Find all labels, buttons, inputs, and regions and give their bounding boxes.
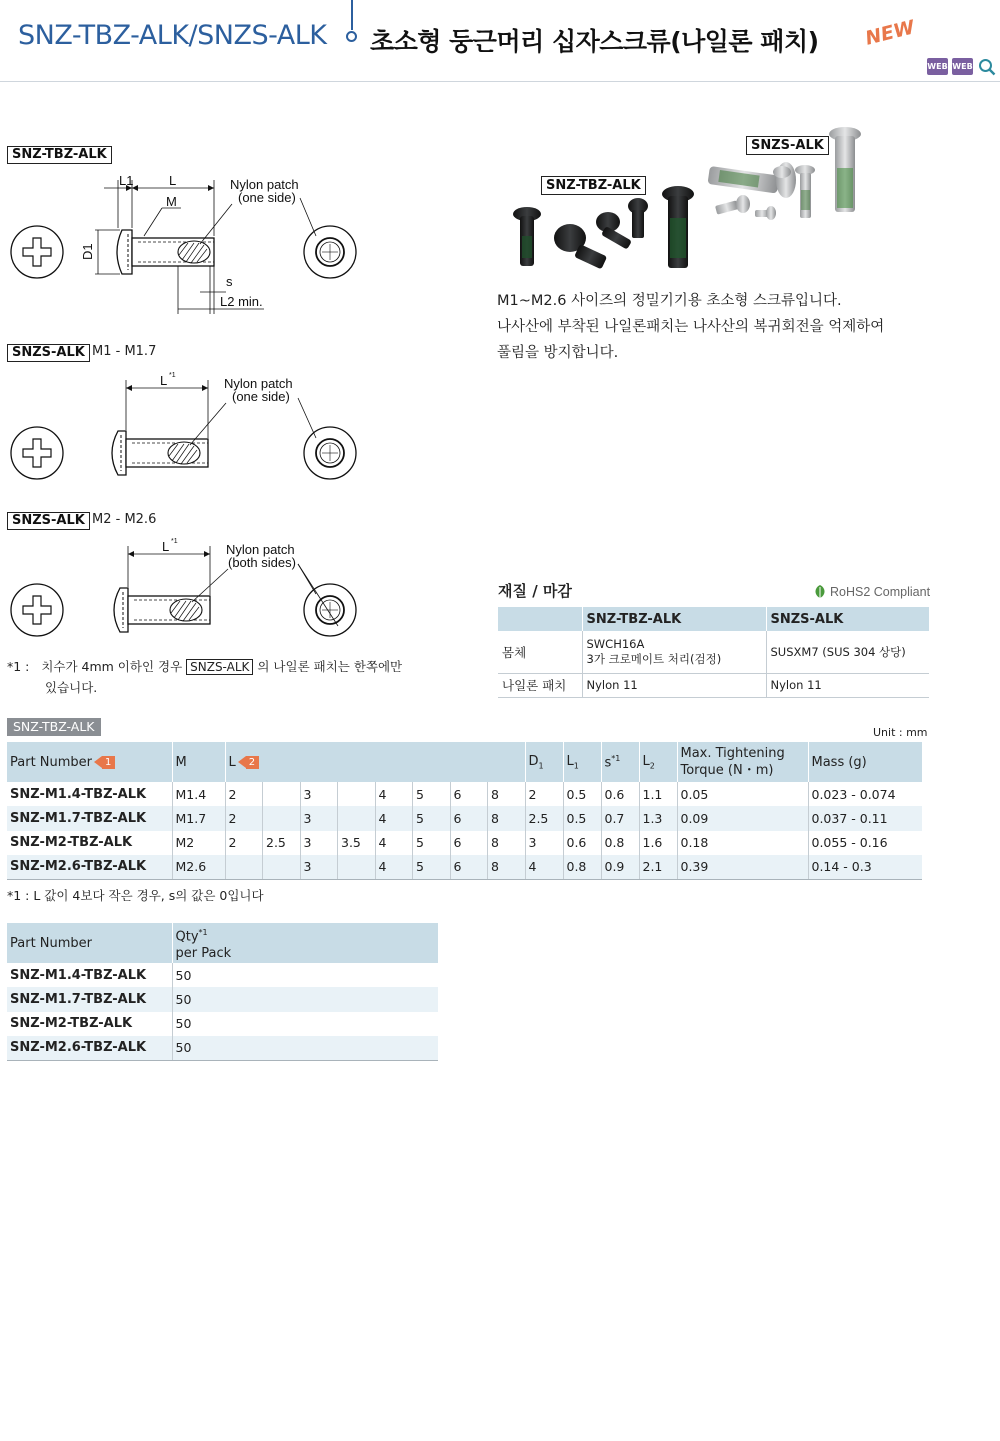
dim-L: L (169, 173, 177, 188)
table-row (7, 1012, 438, 1036)
d1-cell: 2 (525, 782, 563, 806)
material-value-2: SUSXM7 (SUS 304 상당) (766, 631, 929, 673)
description-line-1: M1~M2.6 사이즈의 정밀기기용 초소형 스크류입니다. (497, 293, 842, 309)
web-button-2[interactable]: WEB (952, 58, 973, 75)
l-cell: 4 (375, 782, 413, 806)
material-row-name-2: 나일론 패치 (498, 673, 582, 697)
diagram2-label: SNZS-ALK (7, 344, 90, 362)
table-row (7, 806, 922, 830)
l-cell: 5 (413, 782, 451, 806)
pack-part-number-cell: SNZ-M1.4-TBZ-ALK (10, 967, 147, 983)
l-cell: 6 (450, 831, 488, 855)
footnote-box: SNZS-ALK (186, 659, 253, 675)
l-cell (338, 782, 376, 806)
product-photo (500, 118, 940, 283)
header-part-number: Part Number 1 (7, 742, 172, 782)
s-cell: 0.6 (601, 782, 639, 806)
pack-qty-cell: 50 (172, 987, 438, 1011)
l2-cell: 1.6 (639, 831, 677, 855)
tag-2: 2 (246, 756, 259, 769)
tag-1: 1 (102, 756, 115, 769)
dim-s: s (226, 274, 233, 289)
header-l2: $L_2$ (639, 742, 677, 782)
leaf-icon (813, 584, 827, 600)
s-cell: 0.7 (601, 806, 639, 830)
nylon-patch-text-3: Nylon patch (226, 542, 295, 557)
l-cell: 6 (450, 806, 488, 830)
product-description (497, 288, 937, 366)
material-row-name: 몸체 (498, 631, 582, 673)
table-row (7, 1036, 438, 1060)
header-l: L 2 (225, 742, 525, 782)
header-torque: Max. Tightening Torque (N・m) (677, 742, 808, 782)
d1-cell: 3 (525, 831, 563, 855)
diagram-snzs-alk-small (0, 368, 380, 488)
spec-footnote: *1 : L 값이 4보다 작은 경우, s의 값은 0입니다 (7, 888, 264, 903)
header-s: $s^{*1}$ (601, 742, 639, 782)
material-table (498, 607, 929, 698)
d1-cell: 4 (525, 855, 563, 879)
pack-part-number-cell: SNZ-M2.6-TBZ-ALK (7, 1036, 172, 1060)
l-cell: 3.5 (338, 831, 376, 855)
l1-cell: 0.6 (563, 831, 601, 855)
description-line-2: 나사산에 부착된 나일론패치는 나사산의 복귀회전을 억제하여 (497, 319, 885, 335)
material-value-1b: 3가 크로메이트 처리(검정) (586, 651, 722, 666)
l-cell: 8 (488, 831, 526, 855)
page-header (0, 0, 1000, 82)
l-cell: 3 (300, 855, 338, 879)
material-value-1a: SWCH16A (586, 636, 645, 651)
material-header-col1: SNZ-TBZ-ALK (582, 607, 766, 631)
dim-M: M (166, 194, 177, 209)
m-cell: M2.6 (172, 855, 225, 879)
l-cell (263, 855, 301, 879)
m-cell: M1.4 (172, 782, 225, 806)
part-number-cell: SNZ-M2-TBZ-ALK (10, 835, 133, 851)
diagram-footnote (7, 656, 427, 698)
dim-L-3: L (162, 539, 170, 554)
dim-L-star-2: *1 (169, 372, 176, 379)
photo-label-snzs: SNZS-ALK (746, 136, 829, 155)
mass-cell: 0.14 - 0.3 (808, 855, 922, 879)
l-cell: 3 (300, 806, 338, 830)
both-sides-text: (both sides) (228, 555, 296, 570)
one-side-text-2: (one side) (232, 389, 290, 404)
dim-L-2: L (160, 373, 168, 388)
l-cell: 6 (450, 855, 488, 879)
pack-table (7, 923, 438, 1061)
spec-table-tab: SNZ-TBZ-ALK (7, 718, 101, 736)
pack-header-part-number: Part Number (7, 923, 172, 963)
l-cell: 3 (300, 782, 338, 806)
l-cell: 6 (450, 782, 488, 806)
l-cell: 5 (413, 855, 451, 879)
pack-part-number-cell: SNZ-M2-TBZ-ALK (10, 1016, 133, 1032)
header-l1: $L_1$ (563, 742, 601, 782)
material-value-patch-2: Nylon 11 (766, 673, 929, 697)
spec-table (7, 742, 922, 880)
diagram3-label: SNZS-ALK (7, 512, 90, 530)
l-cell: 5 (413, 806, 451, 830)
s-cell: 0.9 (601, 855, 639, 879)
torque-cell: 0.18 (677, 831, 808, 855)
l-cell (225, 855, 263, 879)
s-cell: 0.8 (601, 831, 639, 855)
search-icon[interactable] (978, 58, 996, 76)
l-cell: 8 (488, 806, 526, 830)
header-mass: Mass (g) (808, 742, 922, 782)
one-side-text-1: (one side) (238, 190, 296, 205)
product-code-title: SNZ-TBZ-ALK/SNZS-ALK (18, 20, 327, 51)
description-line-3: 풀림을 방지합니다. (497, 345, 619, 361)
l-cell: 2 (225, 806, 263, 830)
table-row (7, 987, 438, 1011)
table-row (7, 855, 922, 879)
mass-cell: 0.023 - 0.074 (808, 782, 922, 806)
d1-cell: 2.5 (525, 806, 563, 830)
table-row (7, 782, 922, 806)
footnote-text-b: 의 나일론 패치는 한쪽에만 (257, 659, 403, 674)
l-cell: 4 (375, 855, 413, 879)
diagram2-size-range: M1 - M1.7 (92, 344, 157, 359)
footnote-text-a: 치수가 4mm 이하인 경우 (41, 659, 183, 674)
footnote-text-c: 있습니다. (45, 680, 98, 695)
l-cell (338, 855, 376, 879)
mass-cell: 0.055 - 0.16 (808, 831, 922, 855)
material-row-col1 (582, 631, 766, 673)
l-cell: 5 (413, 831, 451, 855)
new-badge: NEW (863, 16, 917, 50)
l1-cell: 0.8 (563, 855, 601, 879)
part-number-cell: SNZ-M1.7-TBZ-ALK (7, 806, 172, 830)
l-cell: 4 (375, 806, 413, 830)
footnote-mark: *1 : (7, 659, 30, 674)
diagram1-label: SNZ-TBZ-ALK (7, 146, 112, 164)
dim-L1: L1 (119, 173, 134, 188)
material-header-blank (498, 607, 582, 631)
l-cell: 8 (488, 782, 526, 806)
web-button-1[interactable]: WEB (927, 58, 948, 75)
l-cell: 8 (488, 855, 526, 879)
l1-cell: 0.5 (563, 806, 601, 830)
l-cell: 4 (375, 831, 413, 855)
torque-cell: 0.05 (677, 782, 808, 806)
dim-L2-min: L2 min. (220, 294, 263, 309)
l-cell (263, 782, 301, 806)
diagram-snzs-alk-large (0, 534, 380, 654)
part-number-cell: SNZ-M2.6-TBZ-ALK (7, 855, 172, 879)
pack-qty-cell: 50 (172, 1036, 438, 1060)
l-cell (338, 806, 376, 830)
pack-qty-cell: 50 (172, 1012, 438, 1036)
dim-D1: D1 (80, 243, 95, 260)
rohs-compliant: RoHS2 Compliant (830, 585, 931, 599)
material-section-title: 재질 / 마감 (498, 582, 572, 600)
diagram-snz-tbz-alk (0, 168, 380, 318)
photo-label-tbz: SNZ-TBZ-ALK (541, 176, 646, 195)
l2-cell: 1.1 (639, 782, 677, 806)
title-separator-dot (346, 31, 357, 42)
unit-label: Unit : mm (873, 726, 928, 739)
pack-part-number-cell: SNZ-M1.7-TBZ-ALK (7, 987, 172, 1011)
table-row (7, 963, 438, 987)
pack-qty-cell: 50 (172, 963, 438, 987)
diagram3-size-range: M2 - M2.6 (92, 512, 157, 527)
nylon-patch-text-1: Nylon patch (230, 177, 299, 192)
l2-cell: 2.1 (639, 855, 677, 879)
dim-L-star-3: *1 (171, 538, 178, 545)
product-title: 초소형 둥근머리 십자스크류(나일론 패치) (370, 27, 819, 56)
title-separator-line (351, 0, 353, 30)
l-cell (263, 806, 301, 830)
torque-cell: 0.09 (677, 806, 808, 830)
l-cell: 2 (225, 782, 263, 806)
pack-header-qty: Qty$^{*1}$ per Pack (172, 923, 438, 963)
m-cell: M1.7 (172, 806, 225, 830)
material-value-patch-1: Nylon 11 (582, 673, 766, 697)
part-number-cell: SNZ-M1.4-TBZ-ALK (10, 786, 147, 802)
header-d1: $D_1$ (525, 742, 563, 782)
material-header-col2: SNZS-ALK (766, 607, 929, 631)
nylon-patch-text-2: Nylon patch (224, 376, 293, 391)
m-cell: M2 (172, 831, 225, 855)
torque-cell: 0.39 (677, 855, 808, 879)
l1-cell: 0.5 (563, 782, 601, 806)
l2-cell: 1.3 (639, 806, 677, 830)
l-cell: 2 (225, 831, 263, 855)
table-row (7, 831, 922, 855)
l-cell: 3 (300, 831, 338, 855)
l-cell: 2.5 (263, 831, 301, 855)
material-row-body (498, 631, 929, 673)
header-m: M (172, 742, 225, 782)
material-row-patch (498, 673, 929, 697)
mass-cell: 0.037 - 0.11 (808, 806, 922, 830)
